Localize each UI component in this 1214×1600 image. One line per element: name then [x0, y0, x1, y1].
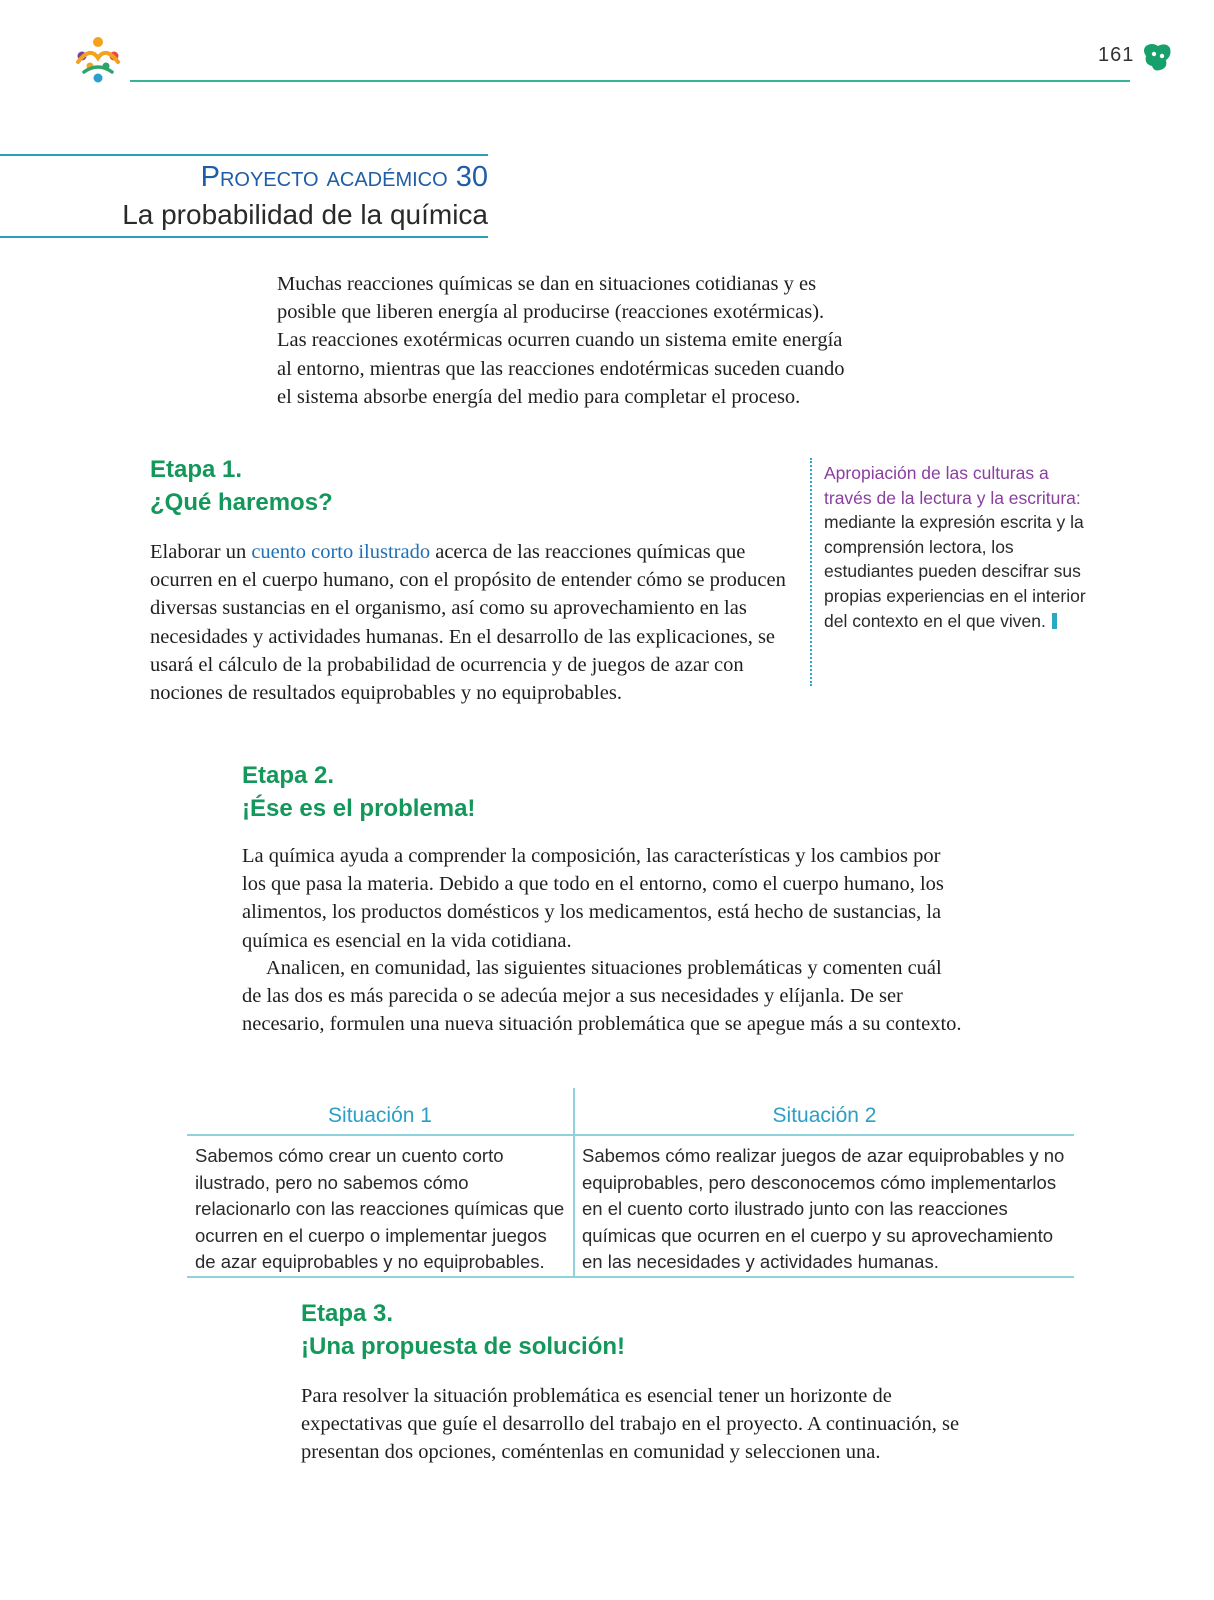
community-figures-logo-icon	[70, 32, 126, 88]
table-header-divider	[187, 1134, 1074, 1136]
sidebar-highlight: Apropiación de las culturas a través de la lectura y la escritura:	[824, 463, 1081, 508]
situation-2-cell: Sabemos cómo realizar juegos de azar equiprobables y no equiprobables, pero desconocemos cómo implementarlos en el cuento corto ilustrado junto con las reacciones químicas que ocurren en el cuerpo y su aprovechamiento en las necesidades y actividades humanas.	[582, 1145, 1065, 1273]
cuento-corto-link[interactable]: cuento corto ilustrado	[251, 541, 431, 563]
situation-1-cell: Sabemos cómo crear un cuento corto ilustrado, pero no sabemos cómo relacionarlo con las reacciones químicas que ocurren en el cuerpo o implementar juegos de azar equiprobables y no equiprobables.	[195, 1145, 565, 1273]
etapa3-heading: Etapa 3.	[301, 1300, 394, 1327]
etapa1-paragraph	[150, 538, 790, 707]
sidebar-dotted-rule	[810, 458, 812, 686]
end-marker-icon	[1052, 613, 1057, 629]
situation-1-header: Situación 1	[328, 1104, 432, 1127]
etapa1-heading: Etapa 1.	[150, 456, 243, 483]
etapa1-subheading: ¿Qué haremos?	[150, 489, 333, 516]
etapa1-text-after: acerca de las reacciones químicas que ocurren en el cuerpo humano, con el propósito de entender cómo se producen diversas sustancias en el organismo, así como su aprovechamiento en las necesidades y actividades humanas. En el desarrollo de las explicaciones, se usará el cálculo de la probabilidad de ocurrencia y de juegos de azar con nociones de resultados equiprobables y no equiprobables.	[150, 541, 786, 705]
etapa3-subheading: ¡Una propuesta de solución!	[301, 1333, 626, 1360]
etapa2-paragraph-1: La química ayuda a comprender la composición, las características y los cambios por los que pasa la materia. Debido a que todo en el entorno, como el cuerpo humano, los alimentos, los productos domésticos y los medicamentos, está hecho de sustancias, la química es esencial en la vida cotidiana.	[242, 845, 944, 952]
title-bottom-rule	[0, 236, 488, 238]
table-bottom-rule	[187, 1276, 1074, 1278]
intro-paragraph: Muchas reacciones químicas se dan en situaciones cotidianas y es posible que liberen energía al producirse (reacciones exotérmicas). Las reacciones exotérmicas ocurren cuando un sistema emite energía al entorno, mientras que las reacciones endotérmicas suceden cuando el sistema absorbe energía del medio para completar el proceso.	[277, 273, 845, 408]
etapa2-heading: Etapa 2.	[242, 762, 335, 789]
page-number: 161	[1098, 44, 1135, 66]
sidebar-note	[824, 461, 1092, 633]
sidebar-text: mediante la expresión escrita y la comprensión lectora, los estudiantes pueden descifrar sus propias experiencias en el interior del contexto en el que viven.	[824, 512, 1086, 631]
project-label: Proyecto académico 30	[200, 161, 488, 193]
etapa3-paragraph: Para resolver la situación problemática es esencial tener un horizonte de expectativas que guíe el desarrollo del trabajo en el proyecto. A continuación, se presentan dos opciones, coméntenlas en comunidad y seleccionen una.	[301, 1385, 960, 1464]
project-title: La probabilidad de la química	[122, 199, 488, 230]
etapa1-text-before: Elaborar un	[150, 541, 252, 563]
header-divider	[130, 80, 1130, 82]
green-emblem-icon	[1140, 40, 1174, 74]
situation-2-header: Situación 2	[772, 1104, 877, 1127]
title-top-rule	[0, 154, 488, 156]
etapa2-subheading: ¡Ése es el problema!	[242, 795, 476, 822]
etapa2-paragraph-2: Analicen, en comunidad, las siguientes situaciones problemáticas y comenten cuál de las dos es más parecida o se adecúa mejor a sus necesidades y elíjanla. De ser necesario, formulen una nueva situación problemática que se apegue más a su contexto.	[242, 957, 962, 1036]
